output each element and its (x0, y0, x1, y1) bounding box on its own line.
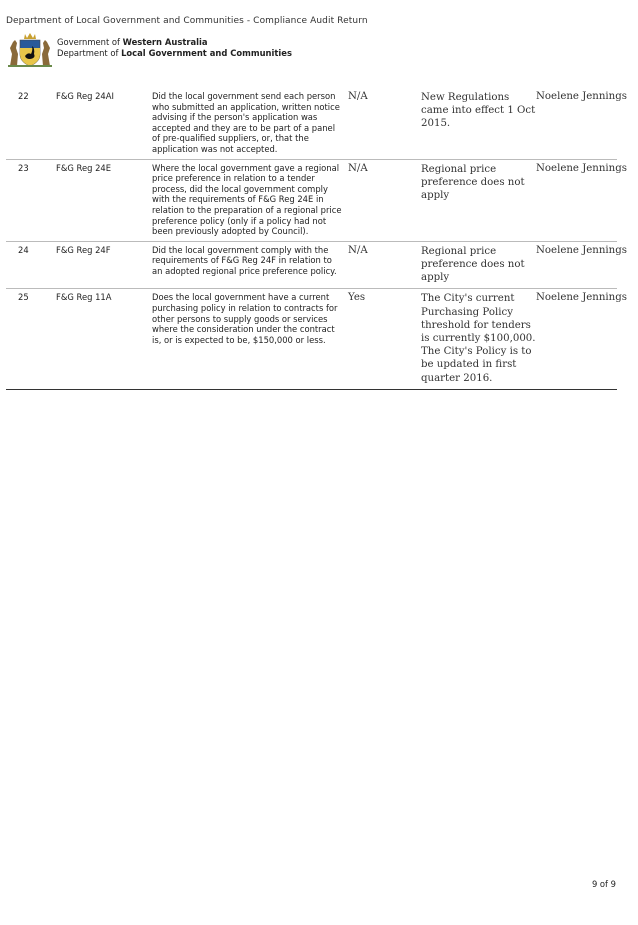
row-response: N/A (348, 244, 368, 256)
row-respondent: Noelene Jennings (536, 91, 627, 102)
row-regulation: F&G Reg 24F (56, 244, 111, 255)
row-number: 22 (18, 91, 29, 101)
gov-state: Western Australia (122, 37, 208, 47)
table-row (6, 88, 617, 159)
document-title: Department of Local Government and Communities - Compliance Audit Return (6, 16, 368, 26)
row-question: Where the local government gave a regional price preference in relation to a tender process, did the local government comply with the requirements of F&G Reg 24E in relation to the preparation of a regional price preference policy (only if a policy had not been previously adopted by Council). (152, 162, 342, 237)
row-respondent: Noelene Jennings (536, 244, 627, 256)
row-comments: Regional price preference does not apply (421, 163, 525, 201)
row-regulation: F&G Reg 24E (56, 162, 112, 173)
table-row (6, 159, 617, 241)
gov-prefix: Government of (57, 37, 123, 47)
government-header (6, 32, 626, 70)
row-regulation: F&G Reg 11A (56, 292, 112, 303)
row-number: 23 (18, 162, 29, 173)
table-row (6, 289, 617, 389)
row-question: Did the local government comply with the requirements of F&G Reg 24F in relation to an adopted regional price preference policy. (152, 244, 337, 276)
page-number: 9 of 9 (591, 879, 616, 889)
row-response: N/A (348, 162, 368, 174)
row-response: N/A (348, 91, 368, 102)
dept-prefix: Department of (57, 47, 122, 58)
table-row (6, 241, 617, 289)
row-comments: Regional price preference does not apply (421, 245, 525, 284)
row-regulation: F&G Reg 24AI (56, 91, 114, 101)
row-question: Did the local government send each person who submitted an application, written notice advising if the person's application was accepted and they are to be part of a panel of pre-qualified suppliers, or, that the application was not accepted. (152, 91, 340, 154)
dept-name: Local Government and Communities (121, 47, 292, 58)
row-comments: The City's current Purchasing Policy threshold for tenders is currently $100,000. The City's Policy is to be updated in first quarter 2016. (421, 293, 536, 384)
government-label (57, 37, 292, 58)
row-response: Yes (348, 292, 366, 304)
compliance-table (6, 88, 627, 390)
row-respondent: Noelene Jennings (536, 292, 627, 304)
row-comments: New Regulations came into effect 1 Oct 2015. (421, 92, 536, 130)
wa-coat-of-arms-icon (6, 32, 54, 68)
row-number: 24 (18, 244, 29, 255)
row-number: 25 (18, 292, 29, 303)
row-respondent: Noelene Jennings (536, 162, 627, 174)
row-question: Does the local government have a current purchasing policy in relation to contracts for other persons to supply goods or services where the consideration under the contract is, or is expected to be, $150,000 or less. (152, 292, 338, 345)
